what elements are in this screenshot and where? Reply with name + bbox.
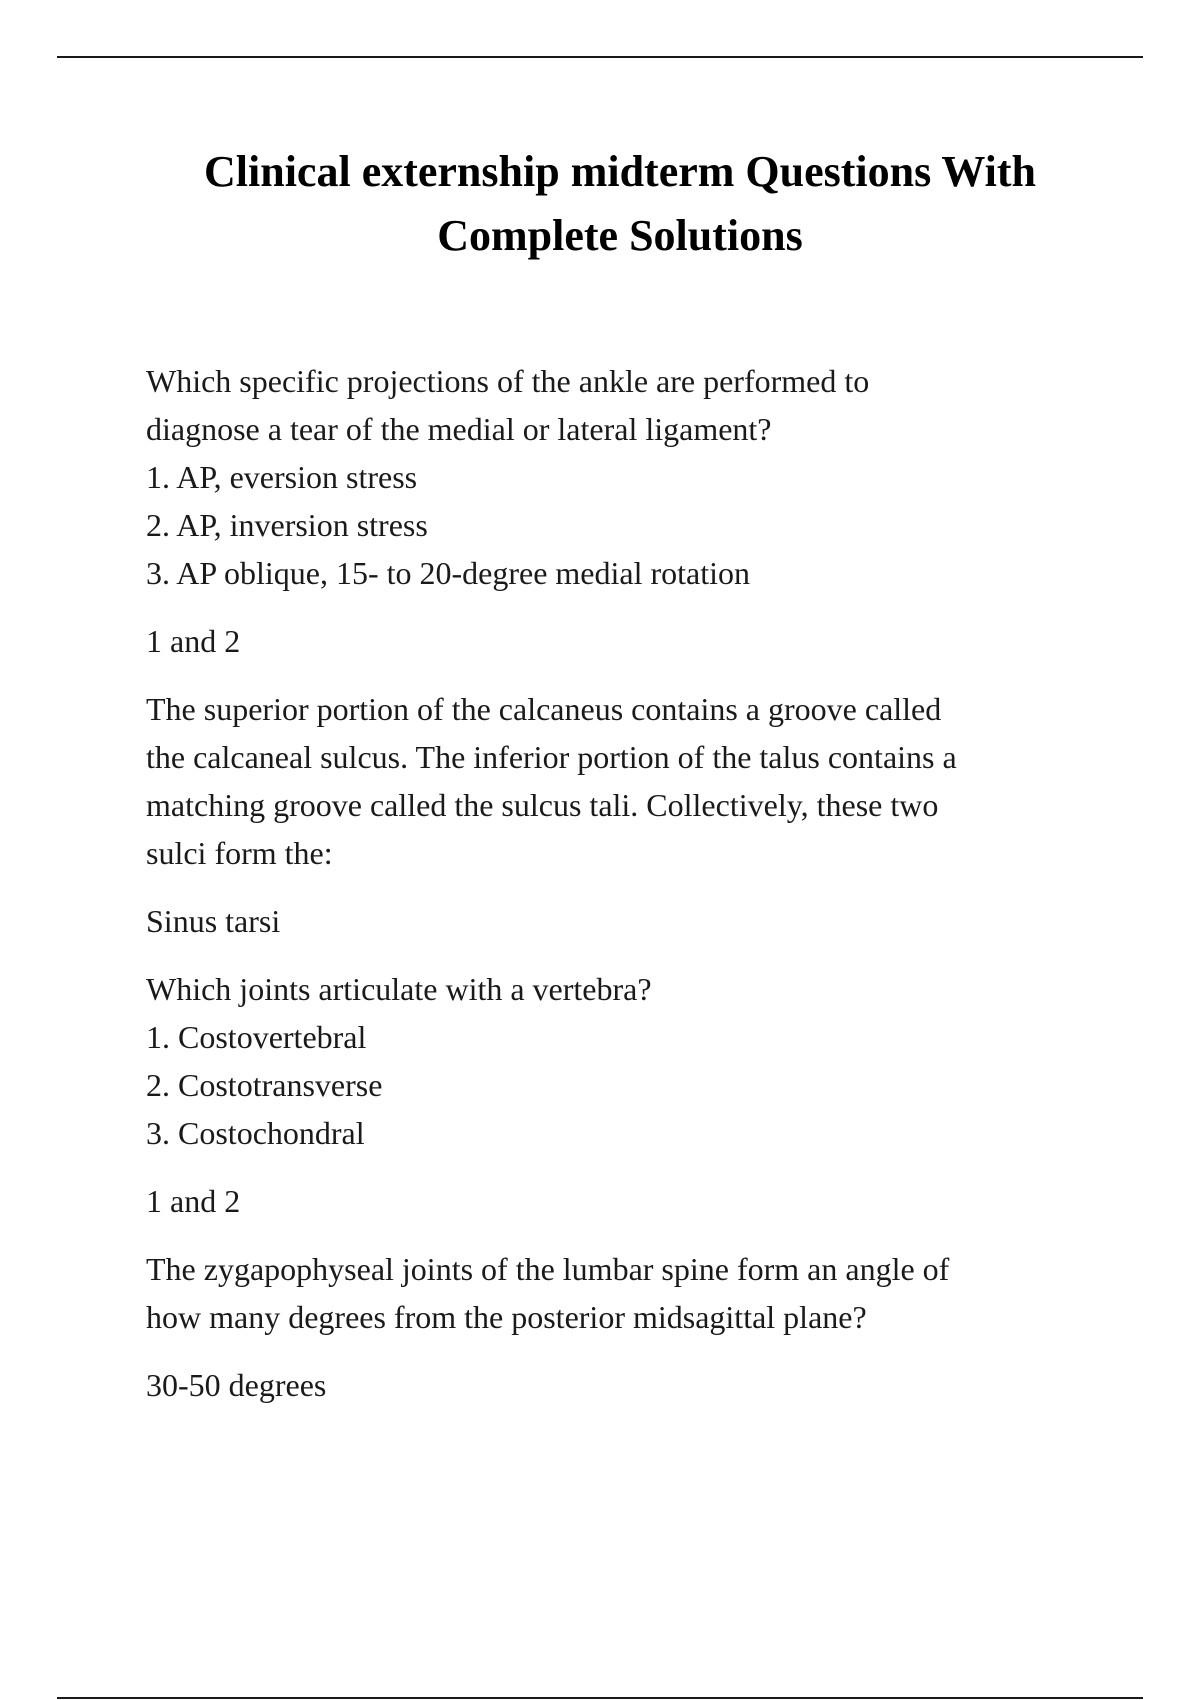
qa-item-2 [146,685,1086,945]
question-2-line-3: matching groove called the sulcus tali. Collectively, these two [146,787,939,823]
question-1-line-3: 1. AP, eversion stress [146,459,418,495]
question-4-line-2: how many degrees from the posterior midsagittal plane? [146,1299,867,1335]
question-2-line-1: The superior portion of the calcaneus contains a groove called [146,691,942,727]
question-1 [146,357,1086,597]
answer-4: 30-50 degrees [146,1367,327,1403]
question-2 [146,685,1086,877]
qa-item-4 [146,1245,1086,1409]
qa-item-3 [146,965,1086,1225]
question-2-line-4: sulci form the: [146,835,333,871]
page-title [140,140,1100,268]
question-3-line-1: Which joints articulate with a vertebra? [146,971,652,1007]
question-3-line-2: 1. Costovertebral [146,1019,367,1055]
top-rule [57,56,1143,58]
qa-item-1 [146,357,1086,665]
question-3-line-4: 3. Costochondral [146,1115,365,1151]
bottom-rule [57,1697,1143,1699]
question-3-line-3: 2. Costotransverse [146,1067,383,1103]
answer-1: 1 and 2 [146,623,241,659]
answer-2: Sinus tarsi [146,903,281,939]
answer-3: 1 and 2 [146,1183,241,1219]
question-4 [146,1245,1086,1341]
question-3 [146,965,1086,1157]
question-1-line-2: diagnose a tear of the medial or lateral ligament? [146,411,772,447]
question-4-line-1: The zygapophyseal joints of the lumbar spine form an angle of [146,1251,950,1287]
question-2-line-2: the calcaneal sulcus. The inferior portion of the talus contains a [146,739,957,775]
question-1-line-5: 3. AP oblique, 15- to 20-degree medial rotation [146,555,751,591]
qa-content [146,357,1086,1409]
title-line-1: Clinical externship midterm Questions With [204,147,1036,196]
title-line-2: Complete Solutions [437,211,803,260]
question-1-line-4: 2. AP, inversion stress [146,507,428,543]
question-1-line-1: Which specific projections of the ankle are performed to [146,363,870,399]
